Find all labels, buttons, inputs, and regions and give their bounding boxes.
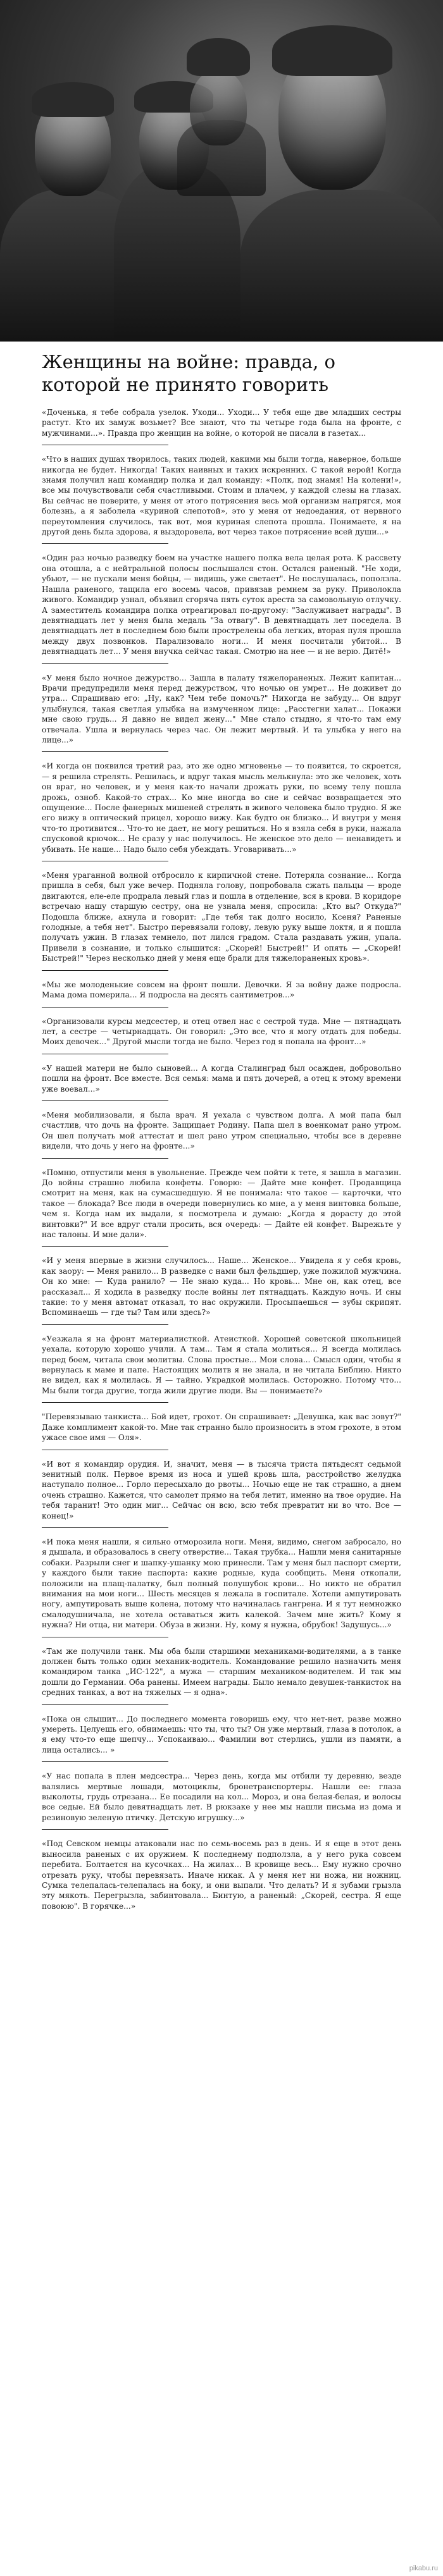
story-text: «Меня мобилизовали, я была врач. Я уехала с чувством долга. А мой папа был счастлив, что дочь на фронте. Защищает Родину. Папа шел в военкомат рано утром. Он шел получать мой аттестат и шел рано утром специально, чтобы все в деревне видели, что дочь у него на фронте...»: [42, 1110, 401, 1151]
story-16: [42, 1537, 401, 1630]
figure-cap-left: [32, 82, 114, 117]
story-3: [42, 553, 401, 656]
story-text: «У нас попала в плен медсестра... Через день, когда мы отбили ту деревню, везде валялись мертвые лошади, мотоциклы, бронетранспортеры. Нашли ее: глаза выколоты, грудь отрезана... Ее посадили на кол... Мороз, и она белая-белая, и волосы все седые. Ей было девятнадцать лет. В рюкзаке у нее мы нашли письма из дома и резиновую зеленую птичку. Детскую игрушку...»: [42, 1772, 401, 1822]
story-8: [42, 1016, 401, 1047]
story-text: «И вот я командир орудия. И, значит, меня — в тысяча триста пятьдесят седьмой зенитный полк. Первое время из носа и ушей кровь шла, расстройство желудка наступало полное... Горло пересыхало до рвоты... Ночью еще не так страшно, а днем очень страшно. Кажется, что самолет прямо на тебя летит, именно на твое орудие. На тебя таранит! Это один миг... Сейчас он всю, всю тебя превратит ни во что. Все — конец!»: [42, 1459, 401, 1520]
story-text: «У меня было ночное дежурство... Зашла в палату тяжелораненых. Лежит капитан... Врачи предупредили меня перед дежурством, что ночью он умрет... Не доживет до утра... Спрашиваю его: „Ну, как? Чем тебе помочь?" Никогда не забуду... Он вдруг улыбнулся, такая светлая улыбка на измученном лице: „Расстегни халат... Покажи мне свою грудь... Я давно не видел жену..." Мне стало стыдно, я что-то там ему отвечала. Ушла и вернулась через час. Он лежит мертвый. И та улыбка у него на лице...»: [42, 673, 401, 744]
story-12: [42, 1255, 401, 1317]
separator: [42, 1007, 168, 1008]
article-title: Женщины на войне: правда, о которой не принято говорить: [42, 351, 335, 395]
story-13: [42, 1334, 401, 1396]
separator: [42, 1100, 168, 1101]
separator: [42, 970, 168, 971]
separator: [42, 1829, 168, 1830]
hero-photo: [0, 0, 443, 342]
story-11: [42, 1168, 401, 1240]
separator: [42, 543, 168, 544]
story-text: «И у меня впервые в жизни случилось... Наше... Женское... Увидела я у себя кровь, как заору: — Меня ранило... В разведке с нами был фельдшер, уже пожилой мужчина. Он ко мне: — Куда ранило? — Не знаю куда... Но кровь... Мне он, как отец, все рассказал... Я ходила в разведку после войны лет пятнадцать. Каждую ночь. И сны такие: то у меня автомат отказал, то нас окружили. Просыпаешься — зубы скрипят. Вспоминаешь — где ты? Там или здесь?»: [42, 1256, 401, 1317]
story-6: [42, 870, 401, 964]
story-text: «Там же получили танк. Мы оба были старшими механиками-водителями, а в танке должен быть только один механик-водитель. Командование решило назначить меня командиром танка „ИС-122", а мужа — старшим механиком-водителем. И так мы дошли до Германии. Оба ранены. Имеем награды. Было немало девушек-танкисток на средних танках, а вот на тяжелых — я одна».: [42, 1646, 401, 1698]
separator: [42, 1527, 168, 1528]
story-text: «Доченька, я тебе собрала узелок. Уходи... Уходи... У тебя еще две младших сестры растут. Кто их замуж возьмет? Все знают, что ты четыре года была на фронте, с мужчинами...». Правда про женщин на войне, о которой не писали в газетах...: [42, 408, 401, 438]
story-text: «У нашей матери не было сыновей... А когда Сталинград был осажден, добровольно пошли на фронт. Все вместе. Вся семья: мама и пять дочерей, а отец к этому времени уже воевал...»: [42, 1063, 401, 1094]
story-text: «Мы же молоденькие совсем на фронт пошли. Девочки. Я за войну даже подросла. Мама дома померила... Я подросла на десять сантиметров...»: [42, 980, 401, 1000]
figure-face-back: [190, 70, 247, 145]
separator: [42, 1246, 168, 1247]
story-20: [42, 1839, 401, 1911]
story-5: [42, 761, 401, 854]
article-body: [0, 342, 443, 1911]
story-1: [42, 407, 401, 438]
story-15: [42, 1459, 401, 1521]
separator: [42, 1158, 168, 1159]
figure-coat-right: [240, 190, 443, 342]
story-text: «И пока меня нашли, я сильно отморозила ноги. Меня, видимо, снегом забросало, но я дышала, и образовалось в снегу отверстие... Такая трубка... Нашли меня санитарные собаки. Разрыли снег и шапку-ушанку мою принесли. Там у меня был паспорт смерти, у каждого были такие паспорта: какие родные, куда сообщить. Меня откопали, положили на плащ-палатку, был полный полушубок крови... Но никто не обратил внимания на мои ноги... Шесть месяцев я лежала в госпитале. Хотели ампутировать ногу, ампутировать выше колена, потому что начиналась гангрена. И я тут немножко смалодушничала, не хотела оставаться жить калекой. Зачем мне жить? Кому я нужна? Ни отца, ни матери. Обуза в жизни. Ну, кому я нужна, обрубок! Задушусь...»: [42, 1537, 401, 1630]
story-text: «Организовали курсы медсестер, и отец отвел нас с сестрой туда. Мне — пятнадцать лет, а сестре — четырнадцать. Он говорил: „Это все, что я могу отдать для победы. Моих девочек..." Другой мысли тогда не было. Через год я попала на фронт...»: [42, 1016, 401, 1047]
figure-cap-right: [272, 25, 392, 76]
separator: [42, 1324, 168, 1325]
story-text: «Уезжала я на фронт материалисткой. Атеисткой. Хорошей советской школьницей уехала, которую хорошо учили. А там... Там я стала молиться... Я всегда молилась перед боем, читала свои молитвы. Слова простые... Мои слова... Смысл один, чтобы я вернулась к маме и папе. Настоящих молитв я не знала, и не читала Библию. Никто не видел, как я молилась. Я — тайно. Украдкой молилась. Осторожно. Потому что... Мы были тогда другие, тогда жили другие люди. Вы — понимаете?»: [42, 1334, 401, 1395]
separator: [42, 1402, 168, 1403]
story-9: [42, 1063, 401, 1094]
story-text: «И когда он появился третий раз, это же одно мгновенье — то появится, то скроется, — я решила стрелять. Решилась, и вдруг такая мысль мелькнула: это же человек, хоть он враг, но человек, и у меня как-то начали дрожать руки, по всему телу пошла дрожь, озноб. Какой-то страх... Ко мне иногда во сне и сейчас возвращается это ощущение... После фанерных мишеней стрелять в живого человека было трудно. Я же его вижу в оптический прицел, хорошо вижу. Как будто он близко... И внутри у меня что-то противится... Что-то не дает, не могу решиться. Но я взяла себя в руки, нажала спусковой крючок... Не сразу у нас получилось. Не женское это дело — ненавидеть и убивать. Не наше... Надо было себя убеждать. Уговаривать...»: [42, 761, 401, 854]
story-14: [42, 1412, 401, 1443]
story-10: [42, 1110, 401, 1152]
separator: [42, 1704, 168, 1705]
story-text: «Под Севском немцы атаковали нас по семь-восемь раз в день. И я еще в этот день выносила раненых с их оружием. К последнему подползла, а у него рука совсем перебита. Болтается на кусочках... На жилах... В кровище весь... Ему нужно срочно отрезать руку, чтобы перевязать. Иначе никак. А у меня нет ни ножа, ни ножниц. Сумка телепалась-телепалась на боку, и они выпали. Что делать? И я зубами грызла эту мякоть. Перегрызла, забинтовала... Бинтую, а раненый: „Скорей, сестра. Я еще повоюю". В горячке...»: [42, 1839, 401, 1911]
story-4: [42, 673, 401, 746]
separator: [42, 751, 168, 752]
separator: [42, 1761, 168, 1762]
story-text: «Помню, отпустили меня в увольнение. Прежде чем пойти к тете, я зашла в магазин. До войны страшно любила конфеты. Говорю: — Дайте мне конфет. Продавщица смотрит на меня, как на сумасшедшую. Я не понимала: что такое — карточки, что такое — блокада? Все люди в очереди повернулись ко мне, а у меня винтовка больше, чем я. Когда нам их выдали, я посмотрела и думаю: „Когда я дорасту до этой винтовки?" И все вдруг стали просить, вся очередь: — Дайте ей конфет. Вырежьте у нас талоны. И мне дали».: [42, 1168, 401, 1239]
story-text: «Меня ураганной волной отбросило к кирпичной стене. Потеряла сознание... Когда пришла в себя, был уже вечер. Подняла голову, попробовала сжать пальцы — вроде двигаются, еле-еле продрала левый глаз и пошла в отделение, вся в крови. В коридоре встречаю нашу старшую сестру, она не узнала меня, спросила: „Кто вы? Откуда?" Подошла ближе, ахнула и говорит: „Где тебя так долго носило, Ксеня? Раненые голодные, а тебя нет". Быстро перевязали голову, левую руку выше локтя, и я пошла получать ужин. В глазах темнело, пот лился градом. Стала раздавать ужин, упала. Привели в сознание, и только слышится: „Скорей! Быстрей!" И опять — „Скорей! Быстрей!" Через несколько дней у меня еще брали для тяжелораненых кровь».: [42, 871, 401, 963]
figure-helmet-back: [187, 38, 250, 76]
separator: [42, 663, 168, 664]
story-7: [42, 980, 401, 1001]
story-text: «Один раз ночью разведку боем на участке нашего полка вела целая рота. К рассвету она отошла, а с нейтральной полосы послышался стон. Остался раненый. "Не ходи, убьют, — не пускали меня бойцы, — видишь, уже светает". Не послушалась, поползла. Нашла раненого, тащила его восемь часов, привязав ремнем за руку. Приволокла живого. Командир узнал, объявил сгоряча пять суток ареста за самовольную отлучку. А заместитель командира полка отреагировал по-другому: "Заслуживает награды". В девятнадцать лет у меня была медаль "За отвагу". В девятнадцать лет поседела. В девятнадцать лет в последнем бою были прострелены оба легких, вторая пуля прошла между двух позвонков. Парализовало ноги... И меня посчитали убитой... В девятнадцать лет... У меня внучка сейчас такая. Смотрю на нее — и не верю. Дитё!»: [42, 553, 401, 656]
story-text: «Что в наших душах творилось, таких людей, какими мы были тогда, наверное, больше никогда не будет. Никогда! Таких наивных и таких искренних. С такой верой! Когда знамя получил наш командир полка и дал команду: «Полк, под знамя! На колени!», все мы почувствовали себя счастливыми. Стоим и плачем, у каждой слезы на глазах. Вы сейчас не поверите, у меня от этого потрясения весь мой организм напрягся, моя болезнь, а я заболела «куриной слепотой», это у меня от недоедания, от нервного переутомления случилось, так вот, моя куриная слепота прошла. Понимаете, я на другой день была здорова, я выздоровела, вот через такое потрясение всей души...»: [42, 455, 401, 537]
story-text: «Пока он слышит... До последнего момента говоришь ему, что нет-нет, разве можно умереть. Целуешь его, обнимаешь: что ты, что ты? Он уже мертвый, глаза в потолок, а я ему что-то еще шепчу... Успокаиваю... Фамилии вот стерлись, ушли из памяти, а лица остались... »: [42, 1714, 401, 1754]
watermark: pikabu.ru: [409, 2565, 438, 2572]
story-17: [42, 1646, 401, 1698]
story-18: [42, 1714, 401, 1756]
story-2: [42, 454, 401, 537]
story-text: "Перевязываю танкиста... Бой идет, грохот. Он спрашивает: „Девушка, как вас зовут?" Даже комплимент какой-то. Мне так странно было произносить в этом грохоте, в этом ужасе свое имя — Оля».: [42, 1412, 401, 1443]
story-19: [42, 1771, 401, 1823]
